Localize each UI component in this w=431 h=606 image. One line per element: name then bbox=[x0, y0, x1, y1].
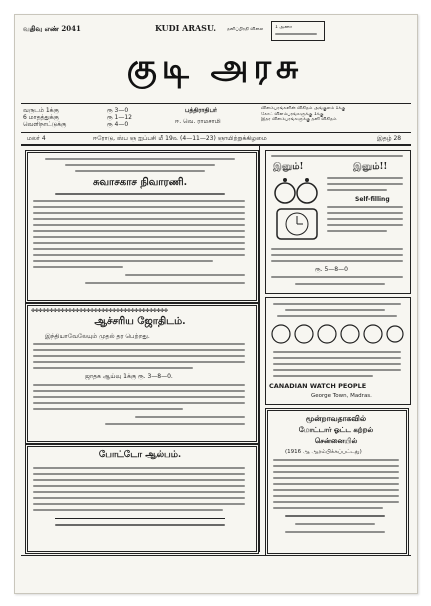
self-filling-label: Self-filling bbox=[355, 196, 390, 203]
masthead-title-wrap bbox=[85, 41, 345, 101]
watch-company-address: George Town, Madras. bbox=[311, 393, 372, 399]
article-asthma-title: சுவாசகாச நிவாரணி. bbox=[92, 177, 188, 188]
editor-name: ஈ. வெ. ராமசாமி bbox=[175, 118, 221, 125]
article-asthma-box bbox=[25, 150, 259, 303]
article-album-title: போட்டோ ஆல்பம். bbox=[98, 450, 182, 460]
volume-number: மலர் 4 bbox=[27, 135, 46, 142]
rate-row-3-label: வெளிநாட்டுக்கு bbox=[23, 121, 67, 128]
rate-row-2-label: 6 மாதத்துக்கு bbox=[23, 114, 59, 121]
motor-ad-year: (1916 ஆ ஆரம்பிக்கப்பட்டது) bbox=[285, 449, 362, 455]
rate-row-1-label: வருடம் 1க்கு bbox=[23, 107, 59, 114]
rate-row-1 bbox=[23, 107, 143, 114]
motor-ad-title: மூன்றாவதாகவில் bbox=[305, 414, 367, 423]
ad-rate-1: விளம்பரங்களின் விகிதம் அங்குலம் 1க்கு bbox=[261, 106, 346, 111]
article-astrology-title: ஆச்சரிய ஜோதிடம். bbox=[94, 316, 186, 327]
ad-rate-2: கோட் விளம்பரங்களுக்கு 1க்கு bbox=[261, 111, 324, 117]
rate-row-3-value: ரூ 4—0 bbox=[107, 121, 129, 128]
ad-rates bbox=[261, 106, 409, 123]
ad-rate-3: இதர விளம்பரங்களுக்கு தனி விகிதம் bbox=[261, 117, 337, 122]
issue-date: ஈரோடு, ஸ்ப ஞ ஐப்பசி மீ 19௳ (4—11—23) ஞாயிற்றுக்கிழமை bbox=[93, 135, 267, 142]
rate-row-2-value: ரூ 1—12 bbox=[107, 114, 132, 121]
pocket-watch-illustration bbox=[271, 175, 323, 245]
issue-label: வதிவு எண் 2041 bbox=[23, 25, 81, 32]
editor-label: பத்திராதிபர் bbox=[185, 107, 218, 114]
pen-price: ரூ. 5—8—0 bbox=[315, 266, 348, 273]
rate-row-3 bbox=[23, 121, 143, 128]
masthead-title: குடி அரசு bbox=[126, 47, 304, 87]
issue-number: இதழ் 28 bbox=[377, 135, 402, 142]
single-copy-label: தனிப்பிரதி விலை bbox=[227, 27, 264, 32]
latin-title: KUDI ARASU. bbox=[155, 24, 216, 33]
motor-ad-subtitle: மோட்டார் ஓட்ட கற்றல் bbox=[298, 425, 374, 434]
pen-ad-heading-right: இனும்!! bbox=[353, 162, 388, 172]
price-box bbox=[271, 21, 325, 41]
article-astrology-price: ஜாதக ஆய்வு 1க்கு ரூ. 3—8—0. bbox=[85, 373, 173, 380]
newspaper-page: வதிவு எண் 2041 KUDI ARASU. தனிப்பிரதி விலை 1 அணா குடி அரசு வருடம் 1க்கு ரூ 3—0 6 மாதத்துக்கு ரூ 1—12 வெளிநாட்டுக்கு ரூ 4—0 பத்திராதிபர் ஈ. வெ. ராமசாமி விளம்பரங்களின் விகிதம் அங்குலம் 1க்கு கோட் விளம்பரங்களுக்கு 1க்கு இதர விளம்பரங்களுக்கு தனி விகிதம் மலர் 4 ஈரோடு, ஸ்ப ஞ ஐப்பசி மீ 19௳ (4—11—23) ஞாயிற்றுக்கிழமை இதழ் 28 சுவாசகாச நிவாரணி. ✤✤✤✤✤✤✤✤✤✤✤✤✤✤✤✤✤✤✤✤✤✤✤✤✤✤✤✤✤✤✤✤✤✤✤✤✤ ஆச்சரிய ஜோதிடம். இந்தியாவேலேயும் முதல் தர பெற்றது. ஜாதக ஆய்வு 1க்கு ரூ. 3—8—0. போட்டோ ஆல்பம். இனும்! இனும்!! Self-filling ரூ. 5—8—0 CANADIAN WATCH PEOPLE George Town, Madras. மூன்றாவதாகவில் மோட்டார் ஓட்ட கற்றல் சென்னையில் (1916 ஆ ஆரம்பிக்கப்பட்டது) bbox=[14, 14, 418, 594]
pen-ad-heading-left: இனும்! bbox=[273, 162, 304, 172]
wrist-watches-illustration bbox=[269, 321, 405, 347]
rate-row-1-value: ரூ 3—0 bbox=[107, 107, 129, 114]
rate-row-2 bbox=[23, 114, 143, 121]
article-astrology-subtitle: இந்தியாவேலேயும் முதல் தர பெற்றது. bbox=[45, 333, 150, 340]
motor-ad-city: சென்னையில் bbox=[314, 436, 358, 445]
subscription-rates bbox=[23, 107, 143, 128]
watch-company-name: CANADIAN WATCH PEOPLE bbox=[269, 383, 367, 390]
price-box-text: 1 அணா bbox=[275, 25, 293, 30]
